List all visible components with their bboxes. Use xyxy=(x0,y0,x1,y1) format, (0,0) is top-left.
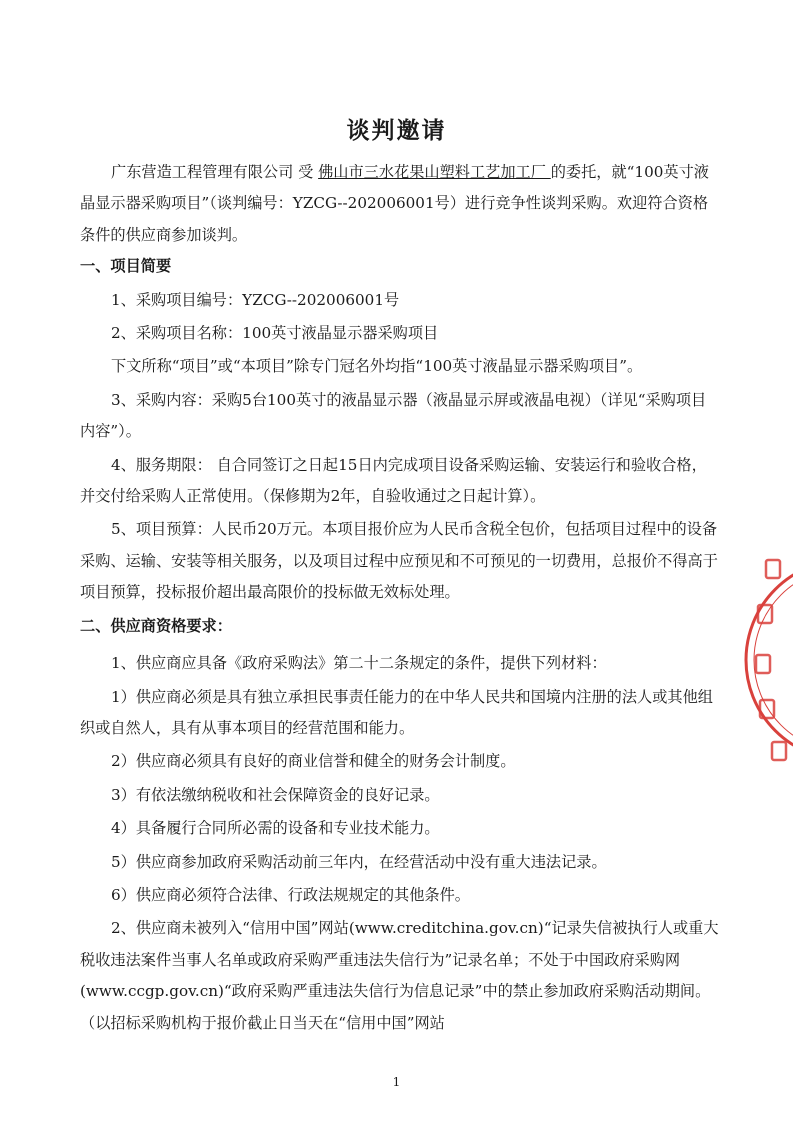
seal-glyph-3 xyxy=(756,655,770,673)
seal-graphic xyxy=(736,520,793,800)
company-seal-stamp xyxy=(736,520,793,800)
intro-text-2: 的委托，就“100英寸液晶显示器采购项目”（谈判编号：YZCG--202006001号）进行竞争性谈判采购。欢迎符合资格条件的供应商参加谈判。 xyxy=(80,163,709,244)
section1-heading: 一、项目简要 xyxy=(80,257,172,276)
qualification-sub-5: 5）供应商参加政府采购活动前三年内，在经营活动中没有重大违法记录。 xyxy=(111,852,607,871)
qualification-item-2: 2、供应商未被列入“信用中国”网站(www.creditchina.gov.cn)“记录失信被执行人或重大税收违法案件当事人名单或政府采购严重违法失信行为”记录名单；不处于中国政府采购网(www.ccgp.gov.cn)“政府采购严重违法失信行为信息记录”中的禁止参加政府采购活动期间。（以招标采购机构于报价截止日当天在“信用中国”网站 xyxy=(80,919,719,1032)
project-budget: 5、项目预算：人民币20万元。本项目报价应为人民币含税全包价，包括项目过程中的设备采购、运输、安装等相关服务，以及项目过程中应预见和不可预见的一切费用，总报价不得高于项目预算，投标报价超出最高限价的投标做无效标处理。 xyxy=(80,520,718,602)
service-period: 4、服务期限： 自合同签订之日起15日内完成项目设备采购运输、安装运行和验收合格，并交付给采购人正常使用。（保修期为2年，自验收通过之日起计算）。 xyxy=(80,455,707,506)
seal-glyph-1 xyxy=(766,560,780,578)
qualification-sub-2: 2）供应商必须具有良好的商业信誉和健全的财务会计制度。 xyxy=(111,752,516,771)
page-number: 1 xyxy=(392,1075,401,1089)
project-note: 下文所称“项目”或“本项目”除专门冠名外均指“100英寸液晶显示器采购项目”。 xyxy=(111,357,643,376)
project-name: 2、采购项目名称：100英寸液晶显示器采购项目 xyxy=(111,324,439,343)
entrusting-entity: 佛山市三水花果山塑料工艺加工厂 xyxy=(318,163,551,181)
project-number: 1、采购项目编号：YZCG--202006001号 xyxy=(111,290,400,309)
seal-glyph-5 xyxy=(772,742,786,760)
qualification-sub-6: 6）供应商必须符合法律、行政法规规定的其他条件。 xyxy=(111,885,470,904)
qualification-sub-4: 4）具备履行合同所必需的设备和专业技术能力。 xyxy=(111,819,440,838)
procurement-content: 3、采购内容：采购5台100英寸的液晶显示器（液晶显示屏或液晶电视）（详见“采购项目内容”）。 xyxy=(80,390,707,441)
intro-text-1: 广东营造工程管理有限公司 受 xyxy=(111,163,319,181)
intro-paragraph xyxy=(80,157,720,251)
page-title: 谈判邀请 xyxy=(346,117,447,144)
seal-inner-circle xyxy=(754,568,793,752)
seal-glyph-marks xyxy=(756,560,786,760)
qualification-sub-3: 3）有依法缴纳税收和社会保障资金的良好记录。 xyxy=(111,785,440,804)
qualification-item-1: 1、供应商应具备《政府采购法》第二十二条规定的条件，提供下列材料： xyxy=(111,654,607,673)
qualification-sub-1: 1）供应商必须是具有独立承担民事责任能力的在中华人民共和国境内注册的法人或其他组织或自然人，具有从事本项目的经营范围和能力。 xyxy=(80,687,713,737)
section2-heading: 二、供应商资格要求： xyxy=(80,616,232,635)
document-body xyxy=(80,157,720,1039)
